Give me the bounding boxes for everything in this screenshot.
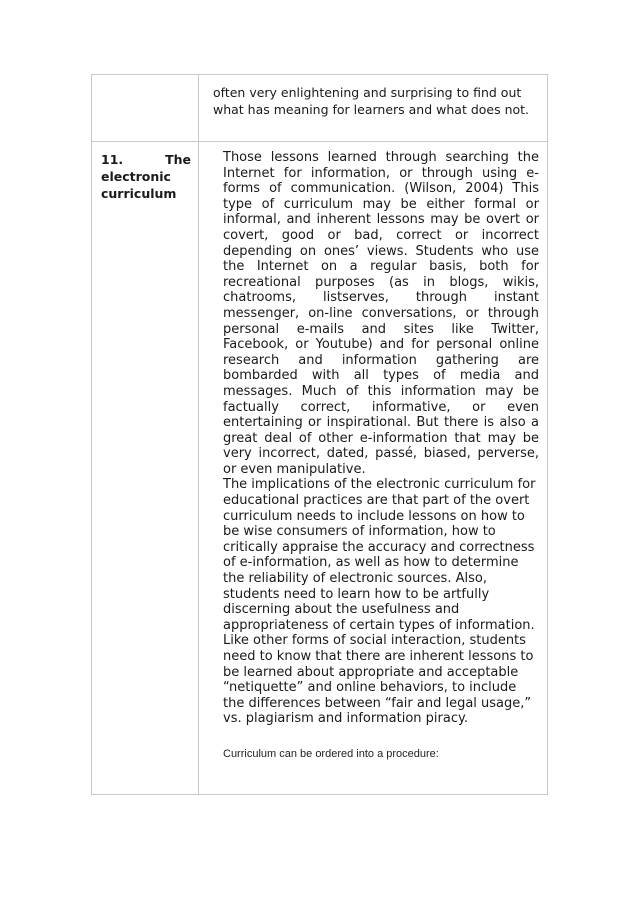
label-number: 11. [101, 152, 124, 167]
row-label [92, 75, 198, 84]
label-first-line [101, 151, 191, 168]
procedure-note: Curriculum can be ordered into a procedure: [223, 747, 439, 760]
definition-paragraph: Those lessons learned through searching the Internet for information, or through using e-forms of communication. (Wilson, 2004) This type of curriculum may be either formal or informal, and inherent lessons may be overt or covert, good or bad, correct or incorrect depending on ones’ views. Students who use the Internet on a regular basis, both for recreational purposes (as in blogs, wikis, chatrooms, listserves, through instant messenger, on-line conversations, or through personal e-mails and sites like Twitter, Facebook, or Youtube) and for personal online research and information gathering are bombarded with all types of media and messages. Much of this information may be factually correct, informative, or even entertaining or inspirational. But there is also a great deal of other e-information that may be very incorrect, dated, passé, biased, perverse, or even manipulative. [223, 150, 539, 477]
definition-body [199, 142, 547, 761]
definition-cell [199, 142, 548, 795]
continued-paragraph: often very enlightening and surprising to find out what has meaning for learners and what does not. [213, 85, 530, 117]
label-word: The [165, 152, 191, 167]
continued-text-cell [199, 75, 548, 142]
empty-label-cell [92, 75, 199, 142]
table-row [92, 142, 548, 795]
table-row [92, 75, 548, 142]
curriculum-table [91, 74, 548, 795]
implications-paragraph: The implications of the electronic curriculum for educational practices are that part of the overt curriculum needs to include lessons on how to be wise consumers of information, how to critically appraise the accuracy and correctness of e-information, as well as how to determine the reliability of electronic sources. Also, students need to learn how to be artfully discerning about the usefulness and appropriateness of certain types of information. Like other forms of social interaction, students need to know that there are inherent lessons to be learned about appropriate and acceptable “netiquette” and online behaviors, to include the differences between “fair and legal usage,” vs. plagiarism and information piracy. [223, 477, 536, 727]
label-title: electronic curriculum [101, 169, 177, 201]
label-cell [92, 142, 199, 795]
row-label [92, 142, 198, 202]
